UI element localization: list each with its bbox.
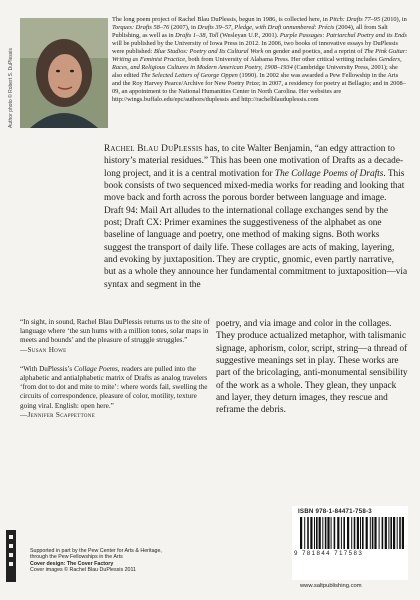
photo-credit: Author photo © Robert S. DuPlessis [8, 48, 14, 128]
description-text [104, 143, 408, 291]
author-bio: The long poem project of Rachel Blau DuPlessis, begun in 1986, is collected here, in Pitch: Drafts 77–95 (2010), in Torques: Drafts 58–76 (2007), in Drafts 39–57, Pledge, with Draft unnumbered: Précis (2004), all from Salt Publishing, as well as in Drafts 1–38, Toll (Wesleyan U.P., 2001). Purple Passages: Patriarchal Poetry and its Ends will be published by the University of Iowa Press in 2012. In 2006, two books of innovative essays by DuPlessis were published: Blue Studios: Poetry and Its Cultural Work on gender and poetics, and a reprint of The Pink Guitar: Writing as Feminist Practice, both from University of Alabama Press. Her other critical writing includes Genders, Races, and Religious Cultures in Modern American Poetry, 1908–1934 (Cambridge University Press, 2001); she also edited The Selected Letters of George Oppen (1990). In 2002 she was awarded a Pew Fellowship in the Arts and the Roy Harvey Pearce/Archive for New Poetry Prize; in 2007, a residency for poetry at Bellagio; and in 2008–09, an appointment to the National Humanities Center in North Carolina. Her websites are http://wings.buffalo.edu/epc/authors/duplessis and http://rachelblauduplessis.com [112, 16, 408, 104]
support-line: through the Pew Fellowships in the Arts [30, 554, 123, 561]
barcode [300, 517, 404, 549]
blurb-scappettone [20, 365, 212, 420]
blurbs [20, 318, 212, 430]
author-photo [20, 18, 108, 128]
support-line: Supported in part by the Pew Center for Arts & Heritage, [30, 548, 162, 554]
blurb-howe [20, 318, 212, 355]
cover-design-line: Cover design: The Cover Factory [30, 560, 114, 567]
description-body: has, to cite Walter Benjamin, “an edgy attraction to history’s material residues.” This has been one motivation of Drafts as a decade-long project, and it is a central motivation for The Collage Poems of Drafts. This book consists of two sequenced mixed-media works for reading and looking that move back and forth across the porous border between language and image. Draft 94: Mail Art alludes to the international collage exchanges send by the post; Draft CX: Primer examines the suggestiveness of the alphabet as one baseline of language and poetry, one method of making signs. Both works suggest the transport of daily life. These collages are acts of making, layering, and evoking by juxtaposition. They are cryptic, gnomic, even partly narrative, but as a whole they announce her fundamental commitment to juxtaposition—via syntax and segment in the [104, 144, 408, 290]
blurb-author: —Susan Howe [20, 345, 67, 354]
cover-images-line: Cover images © Rachel Blau DuPlessis 2011 [30, 567, 136, 574]
publisher-logo [6, 530, 16, 582]
blurb-text: “With DuPlessis’s Collage Poems, readers are pulled into the alphabetic and antialphabetic matrix of Drafts as analog travelers ‘from dot to dot and mite to mite’: where words fail, swelling the circuits of correspondence, pleasure of color, motility, texture going viral. English: open here.” [20, 364, 208, 410]
description-continued: poetry, and via image and color in the collages. They produce actualized metaphor, with talismanic signage, aphorism, color, script, string—a thread of suggestive meanings set in play. These works are part of the bricolaging, anti-monumental sensibility of the work as a whole. They glean, they unpack and layer, they deturn images, they rescue and reframe the debris. [216, 319, 408, 416]
support-credits [30, 548, 240, 574]
blurb-author: —Jennifer Scappettone [20, 410, 96, 419]
author-name: Rachel Blau DuPlessis [104, 144, 203, 154]
barcode-digits: 9 781844 717583 [294, 550, 364, 557]
isbn: ISBN 978-1-84471-758-3 [298, 508, 372, 515]
blurb-text: “In sight, in sound, Rachel Blau DuPlessis returns us to the site of language where ‘the sun hums with a million tones, solar maps in meets and bounds’ and the pleasure of struggle struggles.” [20, 318, 210, 345]
publisher-website: www.saltpublishing.com [300, 583, 362, 589]
